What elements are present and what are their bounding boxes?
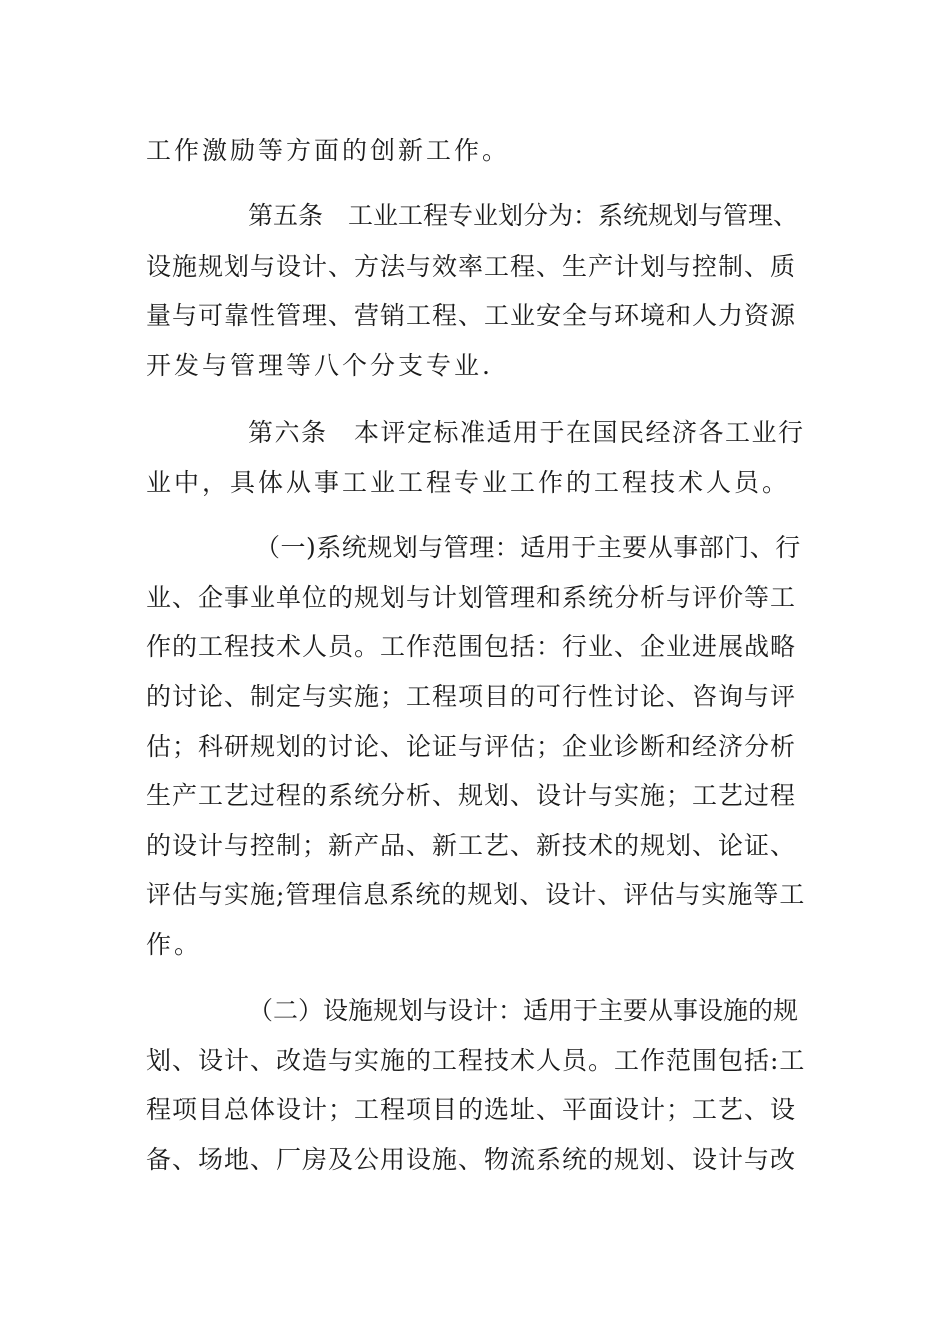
item-2-line-3: 程项目总体设计；工程项目的选址、平面设计；工艺、设 xyxy=(146,1095,797,1124)
article-5-line-2: 设施规划与设计、方法与效率工程、生产计划与控制、质 xyxy=(146,252,797,281)
item-1-line-1: （一)系统规划与管理：适用于主要从事部门、行 xyxy=(255,533,801,562)
article-5-line-4: 开发与管理等八个分支专业. xyxy=(146,351,493,380)
item-2-line-1: （二）设施规划与设计：适用于主要从事设施的规 xyxy=(248,996,799,1025)
item-2-line-4: 备、场地、厂房及公用设施、物流系统的规划、设计与改 xyxy=(146,1145,797,1174)
article-5-line-3: 量与可靠性管理、营销工程、工业安全与环境和人力资源 xyxy=(146,301,797,330)
item-1-line-6: 生产工艺过程的系统分析、规划、设计与实施；工艺过程 xyxy=(146,781,797,810)
item-1-line-4: 的讨论、制定与实施；工程项目的可行性讨论、咨询与评 xyxy=(146,682,797,711)
item-1-line-7: 的设计与控制；新产品、新工艺、新技术的规划、论证、 xyxy=(146,831,797,860)
item-1-line-8: 评估与实施;管理信息系统的规划、设计、评估与实施等工 xyxy=(146,880,806,909)
article-6-line-1: 第六条 本评定标准适用于在国民经济各工业行 xyxy=(248,418,805,447)
item-1-line-3: 作的工程技术人员。工作范围包括：行业、企业进展战略 xyxy=(146,632,797,661)
article-5-line-1: 第五条 工业工程专业划分为：系统规划与管理、 xyxy=(248,201,799,230)
item-1-line-2: 业、企事业单位的规划与计划管理和系统分析与评价等工 xyxy=(146,583,797,612)
item-1-line-5: 估；科研规划的讨论、论证与评估；企业诊断和经济分析 xyxy=(146,732,797,761)
item-2-line-2: 划、设计、改造与实施的工程技术人员。工作范围包括:工 xyxy=(146,1046,806,1075)
article-6-line-2: 业中，具体从事工业工程专业工作的工程技术人员。 xyxy=(146,468,791,497)
paragraph-continuation-line-1: 工作激励等方面的创新工作。 xyxy=(146,136,511,165)
item-1-line-9: 作。 xyxy=(146,930,203,959)
